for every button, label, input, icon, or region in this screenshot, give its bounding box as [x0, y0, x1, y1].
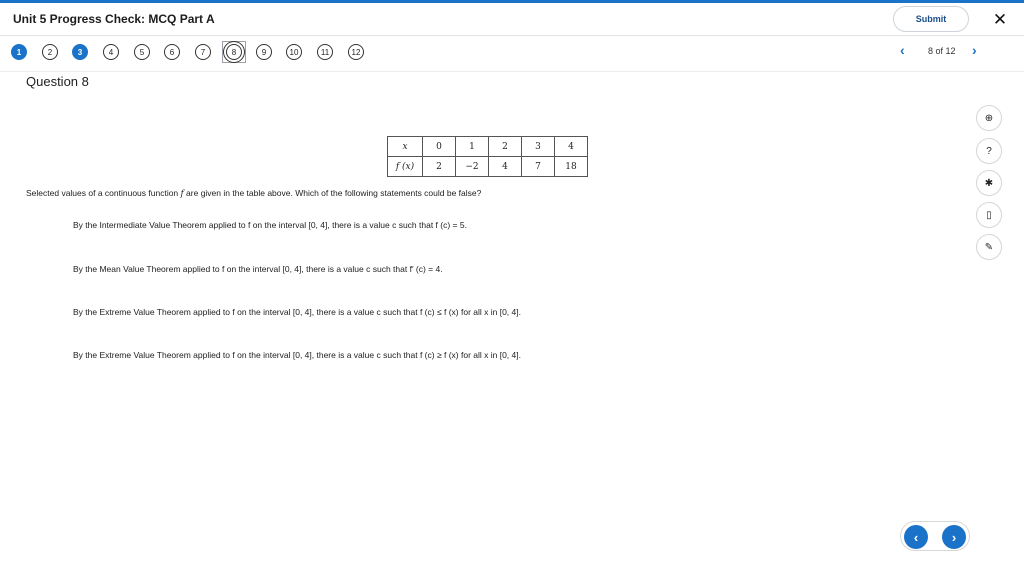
question-navigator: [0, 37, 1024, 72]
question-nav-9[interactable]: 9: [256, 44, 272, 60]
prompt-text-end: are given in the table above. Which of the following statements could be false?: [183, 188, 482, 198]
answer-choice-b[interactable]: By the Mean Value Theorem applied to f on the interval [0, 4], there is a value c such that f′ (c) = 4.: [73, 264, 443, 274]
table-cell: 3: [522, 137, 555, 157]
question-nav-6[interactable]: 6: [164, 44, 180, 60]
question-nav-1[interactable]: 1: [11, 44, 27, 60]
table-cell: −2: [456, 157, 489, 177]
question-nav-8[interactable]: 8: [226, 44, 242, 60]
prompt-function-symbol: f: [180, 189, 184, 199]
table-cell: 4: [489, 157, 522, 177]
question-counter: 8 of 12: [928, 46, 956, 56]
bookmark-icon[interactable]: ▯: [976, 202, 1002, 228]
question-nav-5[interactable]: 5: [134, 44, 150, 60]
table-row-fx: [388, 157, 588, 177]
table-cell: 4: [555, 137, 588, 157]
answer-choice-a[interactable]: By the Intermediate Value Theorem applied to f on the interval [0, 4], there is a value c such that f (c) = 5.: [73, 220, 467, 230]
question-nav-10[interactable]: 10: [286, 44, 302, 60]
help-icon[interactable]: ?: [976, 138, 1002, 164]
question-label: Question 8: [26, 74, 89, 89]
prev-question-icon[interactable]: ‹: [900, 42, 905, 58]
table-cell: 1: [456, 137, 489, 157]
question-prompt: [26, 188, 481, 199]
answer-choice-d[interactable]: By the Extreme Value Theorem applied to f on the interval [0, 4], there is a value c such that f (c) ≥ f (x) for all x in [0, 4].: [73, 350, 521, 360]
table-cell: 0: [423, 137, 456, 157]
next-question-icon[interactable]: ›: [972, 42, 977, 58]
answer-choice-c[interactable]: By the Extreme Value Theorem applied to f on the interval [0, 4], there is a value c such that f (c) ≤ f (x) for all x in [0, 4].: [73, 307, 521, 317]
question-nav-3[interactable]: 3: [72, 44, 88, 60]
question-nav-12[interactable]: 12: [348, 44, 364, 60]
question-nav-2[interactable]: 2: [42, 44, 58, 60]
settings-icon[interactable]: ✱: [976, 170, 1002, 196]
pencil-icon[interactable]: ✎: [976, 234, 1002, 260]
table-cell: 7: [522, 157, 555, 177]
bottom-nav: [900, 521, 970, 551]
bottom-next-icon[interactable]: ›: [942, 525, 966, 549]
table-cell: 18: [555, 157, 588, 177]
question-nav-11[interactable]: 11: [317, 44, 333, 60]
function-values-table: [387, 136, 588, 177]
table-cell: 2: [423, 157, 456, 177]
table-cell: x: [388, 137, 423, 157]
header: [0, 3, 1024, 36]
table-row-x: [388, 137, 588, 157]
question-nav-4[interactable]: 4: [103, 44, 119, 60]
prompt-text-start: Selected values of a continuous function: [26, 188, 181, 198]
close-icon[interactable]: ✕: [992, 10, 1008, 29]
table-cell: 2: [489, 137, 522, 157]
submit-button[interactable]: Submit: [893, 6, 969, 32]
bottom-prev-icon[interactable]: ‹: [904, 525, 928, 549]
question-nav-7[interactable]: 7: [195, 44, 211, 60]
page-title: Unit 5 Progress Check: MCQ Part A: [13, 12, 215, 26]
table-cell: f (x): [388, 157, 423, 177]
zoom-icon[interactable]: ⊕: [976, 105, 1002, 131]
